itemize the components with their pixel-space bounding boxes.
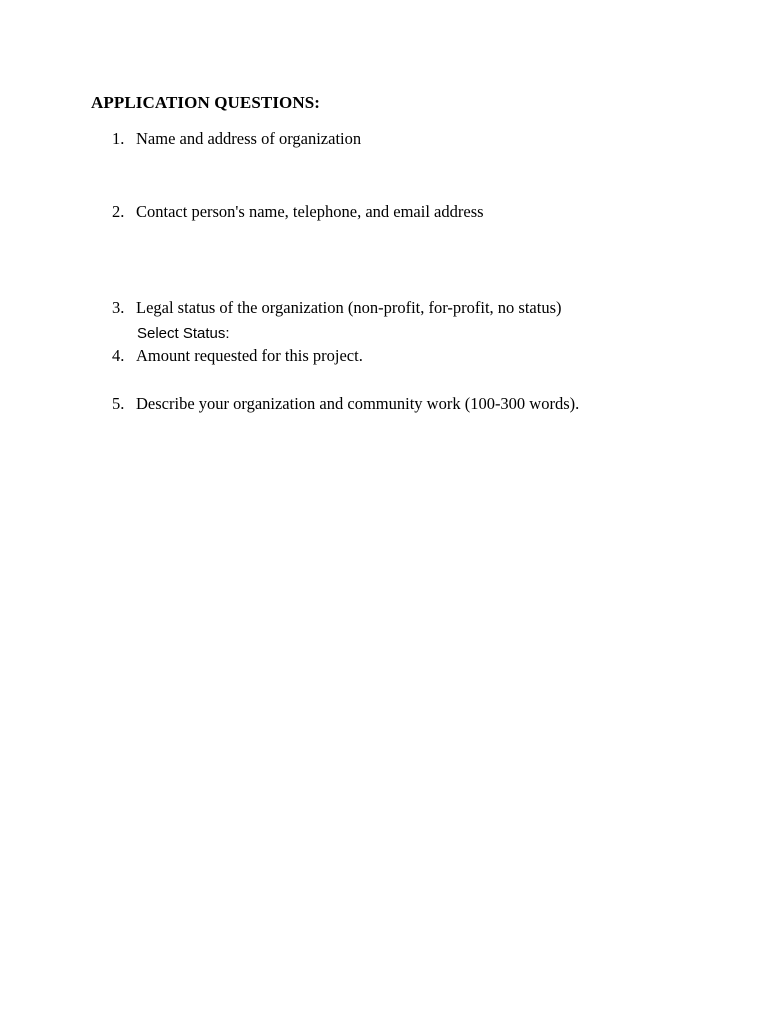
- question-text: Describe your organization and community work (100-300 words).: [136, 394, 580, 413]
- question-number: 2.: [112, 202, 125, 221]
- question-text: Amount requested for this project.: [136, 346, 363, 365]
- question-number: 4.: [112, 346, 125, 365]
- question-number: 5.: [112, 394, 125, 413]
- page-heading: APPLICATION QUESTIONS:: [91, 93, 321, 112]
- status-select-field[interactable]: Select Status:: [137, 325, 230, 342]
- question-3: [112, 298, 562, 318]
- question-text: Legal status of the organization (non-profit, for-profit, no status): [136, 298, 562, 317]
- question-number: 3.: [112, 298, 125, 317]
- question-text: Name and address of organization: [136, 129, 362, 148]
- question-4: [112, 346, 363, 366]
- question-2: [112, 202, 484, 222]
- question-text: Contact person's name, telephone, and email address: [136, 202, 484, 221]
- question-number: 1.: [112, 129, 125, 148]
- question-1: [112, 129, 361, 149]
- question-5: [112, 394, 579, 414]
